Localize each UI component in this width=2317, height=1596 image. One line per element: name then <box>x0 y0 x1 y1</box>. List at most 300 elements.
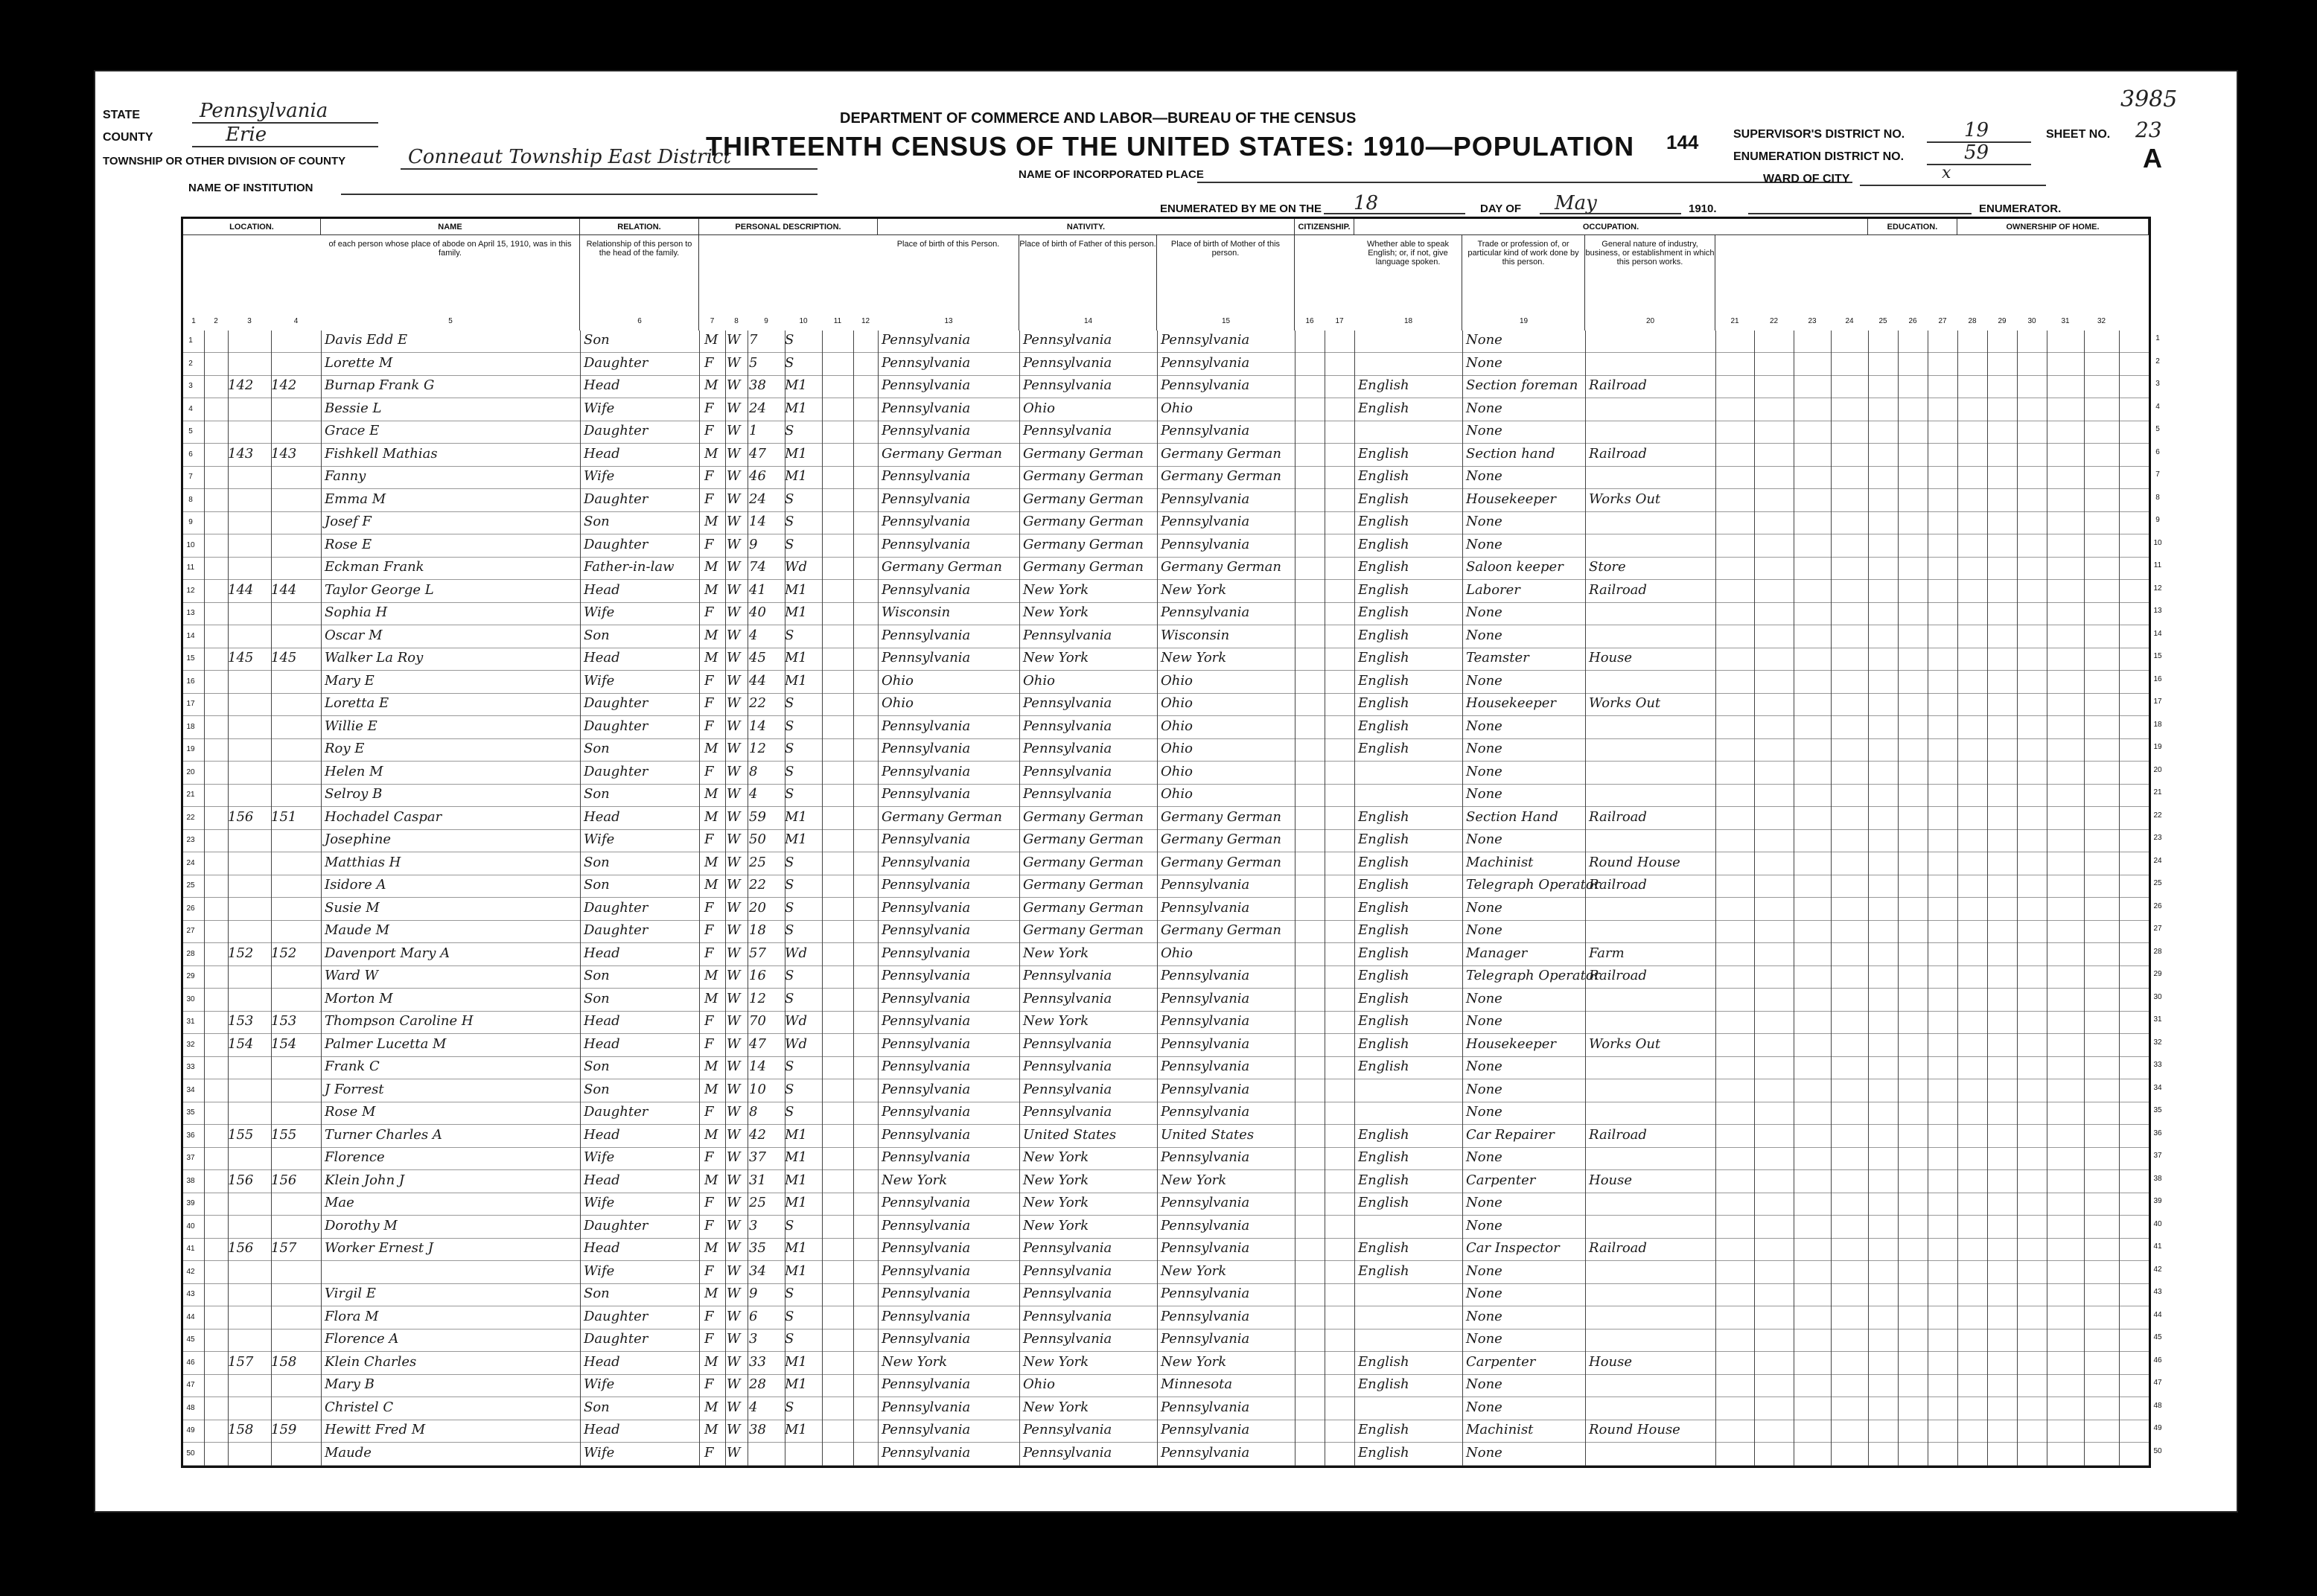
line-number: 31 <box>186 1018 195 1026</box>
cell-race: W <box>727 559 741 575</box>
cell-name: Fishkell Mathias <box>325 445 438 462</box>
cell-mb: Pennsylvania <box>1161 491 1250 507</box>
cell-fb: Pennsylvania <box>1023 1059 1112 1074</box>
punch-hole <box>34 871 54 890</box>
cell-occ: None <box>1466 763 1502 779</box>
cell-age: 25 <box>749 854 766 870</box>
table-row <box>183 467 2149 489</box>
birthplace-father-header: Place of birth of Father of this person. <box>1019 235 1157 331</box>
punch-hole <box>34 1381 54 1400</box>
cell-pb: Pennsylvania <box>882 877 971 893</box>
cell-mb: Pennsylvania <box>1161 1217 1250 1233</box>
cell-ind: Works Out <box>1589 1035 1661 1052</box>
line-number: 30 <box>186 995 195 1003</box>
cell-fb: Germany German <box>1023 877 1144 893</box>
cell-rel: Wife <box>584 672 615 689</box>
cell-occ: Section Hand <box>1466 808 1558 825</box>
line-number: 29 <box>186 972 195 980</box>
cell-eng: English <box>1358 695 1409 711</box>
cell-rel: Daughter <box>584 718 648 734</box>
cell-ms: S <box>785 990 794 1006</box>
cell-mb: Germany German <box>1161 922 1281 938</box>
line-number: 21 <box>186 791 195 799</box>
cell-ms: S <box>785 332 794 348</box>
column-number: 4 <box>293 317 299 325</box>
cell-ms: S <box>785 786 794 802</box>
right-line-number: 18 <box>2153 720 2162 729</box>
cell-rel: Head <box>584 1240 620 1256</box>
cell-race: W <box>727 1353 741 1370</box>
cell-dw: 158 <box>228 1422 254 1437</box>
cell-occ: None <box>1466 1308 1502 1324</box>
cell-age: 22 <box>749 877 766 893</box>
group-citizenship: CITIZENSHIP. <box>1295 219 1354 235</box>
table-row <box>183 853 2149 875</box>
cell-eng: English <box>1358 1444 1409 1461</box>
cell-fam: 142 <box>271 377 297 393</box>
cell-pb: Pennsylvania <box>882 741 971 756</box>
cell-rel: Son <box>584 1059 610 1074</box>
cell-eng: English <box>1358 899 1409 916</box>
right-line-number: 16 <box>2153 674 2162 683</box>
right-line-number: 26 <box>2153 901 2162 910</box>
line-number-margin <box>2150 328 2180 1463</box>
birthplace-person-header: Place of birth of this Person. <box>878 235 1019 331</box>
cell-dw: 156 <box>228 1240 254 1256</box>
group-education: EDUCATION. <box>1868 219 1957 235</box>
incorporated-place-label: NAME OF INCORPORATED PLACE <box>1019 168 1204 181</box>
table-row <box>183 535 2149 558</box>
cell-dw: 142 <box>228 377 254 393</box>
column-number: 1 <box>191 317 196 325</box>
cell-occ: None <box>1466 514 1502 529</box>
cell-age: 22 <box>749 695 766 711</box>
cell-age: 57 <box>749 945 766 961</box>
cell-rel: Daughter <box>584 1217 648 1233</box>
cell-ms: M1 <box>785 1195 807 1210</box>
table-row <box>183 1148 2149 1170</box>
cell-ms: S <box>785 763 794 779</box>
column-rule <box>2017 331 2018 1466</box>
cell-fam: 154 <box>271 1035 297 1052</box>
cell-name: Klein Charles <box>325 1353 417 1370</box>
cell-occ: Section foreman <box>1466 377 1578 393</box>
cell-name: Walker La Roy <box>325 650 424 665</box>
table-row <box>183 1307 2149 1330</box>
cell-eng: English <box>1358 491 1409 507</box>
cell-mb: New York <box>1161 1172 1227 1188</box>
trade-header: Trade or profession of, or particular kind of work done by this person. <box>1462 235 1585 331</box>
cell-fb: Pennsylvania <box>1023 695 1112 711</box>
table-row <box>183 966 2149 989</box>
cell-age: 14 <box>749 1059 766 1074</box>
right-line-number: 6 <box>2155 447 2160 456</box>
cell-name: Helen M <box>325 763 383 779</box>
cell-fam: 152 <box>271 945 297 961</box>
cell-name: Frank C <box>325 1059 380 1074</box>
column-number: 15 <box>1221 317 1231 325</box>
cell-fb: Pennsylvania <box>1023 968 1112 983</box>
cell-mb: Pennsylvania <box>1161 1013 1250 1029</box>
cell-race: W <box>727 1081 741 1097</box>
table-row <box>183 785 2149 807</box>
cell-eng: English <box>1358 1353 1409 1370</box>
cell-fb: Pennsylvania <box>1023 1444 1112 1461</box>
right-line-number: 5 <box>2155 425 2160 433</box>
cell-rel: Wife <box>584 1376 615 1392</box>
cell-name: Josef F <box>325 514 372 529</box>
right-line-number: 40 <box>2153 1219 2162 1228</box>
cell-fb: Pennsylvania <box>1023 1331 1112 1347</box>
cell-ms: M1 <box>785 1353 807 1370</box>
punch-hole <box>34 402 54 421</box>
cell-sex: M <box>704 1240 718 1256</box>
right-line-number: 12 <box>2153 584 2162 593</box>
line-number: 13 <box>186 609 195 617</box>
right-line-number: 15 <box>2153 652 2162 660</box>
cell-pb: Pennsylvania <box>882 514 971 529</box>
cell-eng: English <box>1358 559 1409 575</box>
cell-fb: Germany German <box>1023 899 1144 916</box>
cell-eng: English <box>1358 1149 1409 1165</box>
line-number: 7 <box>188 473 193 481</box>
right-line-number: 39 <box>2153 1197 2162 1205</box>
cell-occ: None <box>1466 741 1502 756</box>
cell-fb: Ohio <box>1023 400 1055 416</box>
cell-occ: None <box>1466 1195 1502 1210</box>
cell-pb: Pennsylvania <box>882 831 971 847</box>
column-number: 5 <box>448 317 453 325</box>
cell-ms: M1 <box>785 1376 807 1392</box>
cell-name: Josephine <box>325 831 392 847</box>
cell-pb: Pennsylvania <box>882 1081 971 1097</box>
cell-pb: Ohio <box>882 695 914 711</box>
cell-age: 9 <box>749 536 758 552</box>
cell-age: 4 <box>749 627 758 643</box>
cell-ms: M1 <box>785 1240 807 1256</box>
cell-ms: S <box>785 1081 794 1097</box>
enumerator-label: ENUMERATOR. <box>1979 202 2062 215</box>
table-row <box>183 1284 2149 1306</box>
cell-age: 24 <box>749 491 766 507</box>
cell-pb: Pennsylvania <box>882 899 971 916</box>
cell-dw: 153 <box>228 1013 254 1029</box>
cell-fb: Pennsylvania <box>1023 1422 1112 1437</box>
right-line-number: 24 <box>2153 856 2162 865</box>
cell-pb: Pennsylvania <box>882 1013 971 1029</box>
table-row <box>183 830 2149 852</box>
cell-occ: Telegraph Operator <box>1466 877 1601 893</box>
cell-fb: Pennsylvania <box>1023 1286 1112 1301</box>
cell-occ: Saloon keeper <box>1466 559 1564 575</box>
line-number: 48 <box>186 1403 195 1412</box>
cell-fam: 153 <box>271 1013 297 1029</box>
cell-eng: English <box>1358 945 1409 961</box>
right-line-number: 1 <box>2155 334 2160 342</box>
cell-name: Rose E <box>325 536 372 552</box>
cell-ms: S <box>785 354 794 371</box>
cell-ms: M1 <box>785 1149 807 1165</box>
cell-age: 20 <box>749 899 766 916</box>
cell-pb: Pennsylvania <box>882 990 971 1006</box>
cell-pb: Pennsylvania <box>882 1263 971 1279</box>
cell-occ: Carpenter <box>1466 1353 1536 1370</box>
cell-age: 10 <box>749 1081 766 1097</box>
cell-occ: Housekeeper <box>1466 695 1557 711</box>
enumerated-label: ENUMERATED BY ME ON THE <box>1160 202 1322 215</box>
cell-ms: M1 <box>785 808 807 825</box>
cell-fam: 158 <box>271 1353 297 1370</box>
table-row <box>183 694 2149 716</box>
table-row <box>183 1262 2149 1284</box>
cell-mb: Pennsylvania <box>1161 1149 1250 1165</box>
cell-eng: English <box>1358 1035 1409 1052</box>
cell-sex: M <box>704 854 718 870</box>
cell-age: 34 <box>749 1263 766 1279</box>
cell-race: W <box>727 1422 741 1437</box>
cell-name: Flora M <box>325 1308 379 1324</box>
cell-age: 33 <box>749 1353 766 1370</box>
cell-pb: Germany German <box>882 445 1002 462</box>
right-line-number: 49 <box>2153 1424 2162 1432</box>
cell-sex: M <box>704 559 718 575</box>
cell-ind: House <box>1589 1353 1633 1370</box>
right-line-number: 4 <box>2155 402 2160 411</box>
cell-eng: English <box>1358 1376 1409 1392</box>
cell-mb: Pennsylvania <box>1161 1240 1250 1256</box>
line-number: 40 <box>186 1222 195 1230</box>
cell-race: W <box>727 1059 741 1074</box>
cell-sex: F <box>704 922 714 938</box>
cell-age: 12 <box>749 741 766 756</box>
right-line-number: 21 <box>2153 788 2162 797</box>
punch-hole <box>34 689 54 708</box>
cell-occ: Housekeeper <box>1466 491 1557 507</box>
cell-pb: Pennsylvania <box>882 945 971 961</box>
column-rule <box>2119 331 2120 1466</box>
right-line-number: 14 <box>2153 629 2162 638</box>
cell-name: Maude M <box>325 922 390 938</box>
line-number: 15 <box>186 654 195 663</box>
cell-mb: Germany German <box>1161 468 1281 484</box>
cell-rel: Son <box>584 741 610 756</box>
cell-age: 24 <box>749 400 766 416</box>
cell-eng: English <box>1358 1422 1409 1437</box>
cell-mb: Pennsylvania <box>1161 1308 1250 1324</box>
cell-sex: F <box>704 400 714 416</box>
cell-ms: S <box>785 1331 794 1347</box>
ward-value: x <box>1942 164 1951 182</box>
cell-age: 45 <box>749 650 766 665</box>
cell-fam: 145 <box>271 650 297 665</box>
cell-name: Dorothy M <box>325 1217 398 1233</box>
cell-occ: None <box>1466 922 1502 938</box>
cell-mb: Ohio <box>1161 718 1193 734</box>
census-table <box>181 217 2151 1468</box>
cell-ms: S <box>785 514 794 529</box>
table-row <box>183 808 2149 830</box>
cell-age: 70 <box>749 1013 766 1029</box>
cell-eng: English <box>1358 1172 1409 1188</box>
line-number: 33 <box>186 1063 195 1071</box>
cell-mb: Germany German <box>1161 854 1281 870</box>
right-line-number: 11 <box>2153 561 2162 569</box>
right-line-number: 46 <box>2153 1356 2162 1364</box>
cell-rel: Daughter <box>584 922 648 938</box>
cell-rel: Daughter <box>584 354 648 371</box>
cell-rel: Head <box>584 1126 620 1143</box>
line-number: 42 <box>186 1267 195 1276</box>
cell-fb: Pennsylvania <box>1023 1263 1112 1279</box>
cell-occ: Car Repairer <box>1466 1126 1555 1143</box>
column-number: 2 <box>214 317 218 325</box>
cell-age: 12 <box>749 990 766 1006</box>
cell-race: W <box>727 332 741 348</box>
line-number: 43 <box>186 1290 195 1298</box>
cell-sex: M <box>704 445 718 462</box>
cell-name: Eckman Frank <box>325 559 424 575</box>
cell-ind: Railroad <box>1589 1126 1647 1143</box>
cell-eng: English <box>1358 968 1409 983</box>
cell-ms: M1 <box>785 650 807 665</box>
cell-race: W <box>727 1308 741 1324</box>
line-number: 19 <box>186 745 195 753</box>
line-number: 27 <box>186 927 195 935</box>
line-number: 6 <box>188 450 193 459</box>
cell-rel: Son <box>584 968 610 983</box>
cell-fb: Pennsylvania <box>1023 1240 1112 1256</box>
cell-age: 18 <box>749 922 766 938</box>
table-row <box>183 1420 2149 1443</box>
census-sheet <box>95 71 2237 1511</box>
cell-pb: Pennsylvania <box>882 1104 971 1120</box>
cell-race: W <box>727 1172 741 1188</box>
cell-sex: M <box>704 808 718 825</box>
cell-occ: None <box>1466 604 1502 620</box>
cell-mb: Pennsylvania <box>1161 899 1250 916</box>
cell-pb: Pennsylvania <box>882 1059 971 1074</box>
cell-mb: Pennsylvania <box>1161 423 1250 438</box>
cell-fb: Germany German <box>1023 468 1144 484</box>
table-row <box>183 399 2149 421</box>
cell-name: Hochadel Caspar <box>325 808 442 825</box>
column-number: 17 <box>1335 317 1344 325</box>
cell-age: 1 <box>749 423 758 438</box>
cell-pb: Pennsylvania <box>882 763 971 779</box>
cell-ms: S <box>785 1308 794 1324</box>
cell-race: W <box>727 763 741 779</box>
cell-occ: None <box>1466 990 1502 1006</box>
cell-sex: F <box>704 899 714 916</box>
cell-eng: English <box>1358 468 1409 484</box>
cell-fam: 159 <box>271 1422 297 1437</box>
cell-fb: Pennsylvania <box>1023 1308 1112 1324</box>
right-line-number: 2 <box>2155 357 2160 366</box>
state-label: STATE <box>103 109 141 121</box>
cell-age: 14 <box>749 514 766 529</box>
punch-hole <box>34 521 54 540</box>
form-number: 144 <box>1666 131 1699 153</box>
cell-name: Susie M <box>325 899 380 916</box>
cell-ind: Railroad <box>1589 445 1647 462</box>
cell-sex: M <box>704 990 718 1006</box>
cell-occ: None <box>1466 1263 1502 1279</box>
cell-pb: Pennsylvania <box>882 1149 971 1165</box>
column-rule <box>580 331 581 1466</box>
enumerated-day: 18 <box>1354 192 1379 214</box>
punch-hole <box>34 1035 54 1054</box>
cell-pb: Pennsylvania <box>882 377 971 393</box>
cell-pb: Pennsylvania <box>882 400 971 416</box>
cell-fb: New York <box>1023 1013 1089 1029</box>
cell-race: W <box>727 1126 741 1143</box>
cell-pb: Pennsylvania <box>882 854 971 870</box>
table-row <box>183 1353 2149 1375</box>
cell-fam: 143 <box>271 445 297 462</box>
cell-eng: English <box>1358 718 1409 734</box>
cell-sex: F <box>704 831 714 847</box>
line-number: 23 <box>186 836 195 844</box>
cell-fam: 151 <box>271 808 297 825</box>
cell-name: Lorette M <box>325 354 393 371</box>
cell-fb: New York <box>1023 1399 1089 1415</box>
cell-sex: F <box>704 695 714 711</box>
cell-age: 3 <box>749 1331 758 1347</box>
cell-fb: Ohio <box>1023 672 1055 689</box>
column-number: 31 <box>2061 317 2070 325</box>
line-number: 25 <box>186 881 195 890</box>
cell-ms: Wd <box>785 559 808 575</box>
cell-race: W <box>727 945 741 961</box>
cell-name: Taylor George L <box>325 581 434 598</box>
line-number: 17 <box>186 700 195 708</box>
cell-sex: F <box>704 1444 714 1461</box>
cell-rel: Head <box>584 1422 620 1437</box>
cell-eng: English <box>1358 377 1409 393</box>
line-number: 35 <box>186 1108 195 1117</box>
cell-rel: Wife <box>584 1263 615 1279</box>
table-row <box>183 444 2149 467</box>
cell-fb: Germany German <box>1023 559 1144 575</box>
cell-pb: Pennsylvania <box>882 1035 971 1052</box>
cell-name: Fanny <box>325 468 366 484</box>
cell-name: Davenport Mary A <box>325 945 450 961</box>
line-number: 12 <box>186 586 195 595</box>
line-number: 47 <box>186 1381 195 1389</box>
cell-pb: Pennsylvania <box>882 922 971 938</box>
cell-pb: Pennsylvania <box>882 1444 971 1461</box>
cell-sex: M <box>704 786 718 802</box>
column-number: 29 <box>1998 317 2007 325</box>
column-rule <box>1831 331 1832 1466</box>
cell-fb: Germany German <box>1023 514 1144 529</box>
cell-occ: Laborer <box>1466 581 1520 598</box>
cell-sex: M <box>704 1172 718 1188</box>
cell-ms: S <box>785 1399 794 1415</box>
right-line-number: 13 <box>2153 607 2162 615</box>
cell-sex: F <box>704 672 714 689</box>
cell-sex: M <box>704 1399 718 1415</box>
column-rule <box>1868 331 1869 1466</box>
cell-mb: New York <box>1161 650 1227 665</box>
right-line-number: 22 <box>2153 811 2162 820</box>
line-number: 18 <box>186 722 195 731</box>
cell-pb: Pennsylvania <box>882 650 971 665</box>
cell-sex: M <box>704 1126 718 1143</box>
cell-rel: Head <box>584 1013 620 1029</box>
column-number: 18 <box>1403 317 1413 325</box>
cell-sex: M <box>704 1081 718 1097</box>
